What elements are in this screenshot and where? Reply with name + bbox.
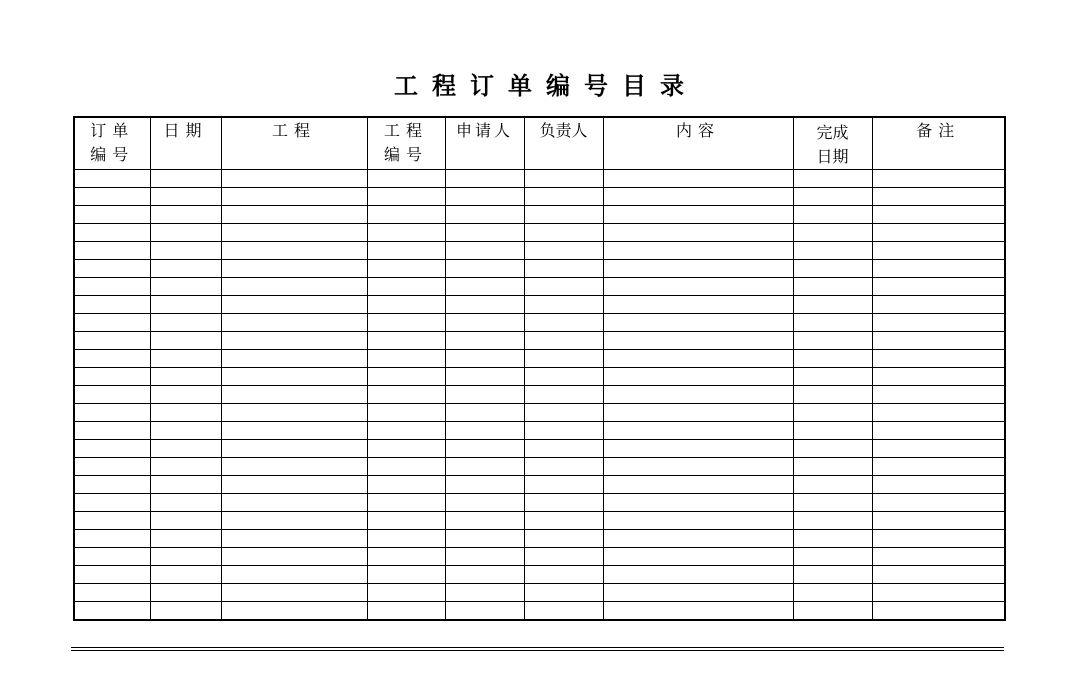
table-cell[interactable]: [367, 494, 445, 512]
table-cell[interactable]: [603, 296, 793, 314]
table-row: [74, 494, 1005, 512]
table-cell[interactable]: [445, 512, 524, 530]
table-cell[interactable]: [150, 296, 221, 314]
table-cell[interactable]: [74, 566, 150, 584]
header-project: [221, 117, 367, 170]
header-order-number-line2: 编号: [90, 145, 135, 164]
table-cell[interactable]: [74, 332, 150, 350]
table-cell[interactable]: [367, 206, 445, 224]
table-cell[interactable]: [74, 548, 150, 566]
table-cell[interactable]: [793, 278, 872, 296]
table-cell[interactable]: [445, 440, 524, 458]
table-cell[interactable]: [74, 530, 150, 548]
table-cell[interactable]: [221, 404, 367, 422]
table-cell[interactable]: [524, 386, 603, 404]
table-cell[interactable]: [74, 260, 150, 278]
table-cell[interactable]: [603, 278, 793, 296]
table-row: [74, 206, 1005, 224]
table-row: [74, 188, 1005, 206]
table-cell[interactable]: [150, 404, 221, 422]
table-cell[interactable]: [872, 350, 1005, 368]
table-row: [74, 242, 1005, 260]
table-cell[interactable]: [524, 332, 603, 350]
table-cell[interactable]: [367, 440, 445, 458]
table-cell[interactable]: [445, 224, 524, 242]
table-cell[interactable]: [793, 188, 872, 206]
table-cell[interactable]: [150, 530, 221, 548]
table-cell[interactable]: [150, 188, 221, 206]
table-cell[interactable]: [367, 458, 445, 476]
table-cell[interactable]: [367, 332, 445, 350]
table-cell[interactable]: [445, 584, 524, 602]
table-cell[interactable]: [445, 296, 524, 314]
table-row: [74, 512, 1005, 530]
header-content: [603, 117, 793, 170]
page-title: 工程订单编号目录: [394, 72, 698, 100]
table-cell[interactable]: [524, 476, 603, 494]
table-cell[interactable]: [793, 512, 872, 530]
table-cell[interactable]: [74, 404, 150, 422]
table-cell[interactable]: [872, 224, 1005, 242]
table-cell[interactable]: [221, 584, 367, 602]
table-cell[interactable]: [872, 368, 1005, 386]
table-cell[interactable]: [445, 566, 524, 584]
table-cell[interactable]: [872, 296, 1005, 314]
table-cell[interactable]: [524, 224, 603, 242]
header-project-label: 工程: [271, 121, 316, 140]
table-cell[interactable]: [603, 548, 793, 566]
table-row: [74, 548, 1005, 566]
table-cell[interactable]: [74, 206, 150, 224]
table-cell[interactable]: [445, 314, 524, 332]
table-cell[interactable]: [74, 458, 150, 476]
table-cell[interactable]: [872, 314, 1005, 332]
table-cell[interactable]: [524, 368, 603, 386]
table-cell[interactable]: [221, 494, 367, 512]
table-cell[interactable]: [221, 386, 367, 404]
table-cell[interactable]: [872, 404, 1005, 422]
table-cell[interactable]: [221, 440, 367, 458]
table-cell[interactable]: [603, 476, 793, 494]
header-person-in-charge-label: 负责人: [539, 121, 588, 140]
table-cell[interactable]: [445, 494, 524, 512]
table-cell[interactable]: [221, 368, 367, 386]
table-cell[interactable]: [221, 602, 367, 621]
table-cell[interactable]: [367, 296, 445, 314]
table-cell[interactable]: [367, 404, 445, 422]
table-cell[interactable]: [603, 422, 793, 440]
table-cell[interactable]: [74, 242, 150, 260]
table-cell[interactable]: [221, 530, 367, 548]
table-cell[interactable]: [150, 242, 221, 260]
table-cell[interactable]: [150, 566, 221, 584]
table-cell[interactable]: [221, 566, 367, 584]
table-cell[interactable]: [603, 368, 793, 386]
table-cell[interactable]: [603, 224, 793, 242]
table-cell[interactable]: [872, 278, 1005, 296]
table-cell[interactable]: [74, 314, 150, 332]
table-cell[interactable]: [524, 206, 603, 224]
table-cell[interactable]: [793, 368, 872, 386]
table-body: [74, 170, 1005, 621]
table-cell[interactable]: [367, 584, 445, 602]
table-cell[interactable]: [793, 224, 872, 242]
table-cell[interactable]: [872, 458, 1005, 476]
table-cell[interactable]: [445, 548, 524, 566]
table-cell[interactable]: [74, 494, 150, 512]
table-cell[interactable]: [74, 278, 150, 296]
table-cell[interactable]: [367, 386, 445, 404]
table-cell[interactable]: [150, 350, 221, 368]
table-cell[interactable]: [445, 350, 524, 368]
table-cell[interactable]: [524, 440, 603, 458]
table-cell[interactable]: [603, 242, 793, 260]
table-cell[interactable]: [367, 512, 445, 530]
table-cell[interactable]: [872, 494, 1005, 512]
table-cell[interactable]: [221, 206, 367, 224]
table-cell[interactable]: [150, 332, 221, 350]
table-cell[interactable]: [367, 368, 445, 386]
table-cell[interactable]: [445, 260, 524, 278]
table-cell[interactable]: [150, 584, 221, 602]
table-cell[interactable]: [445, 170, 524, 188]
table-cell[interactable]: [221, 548, 367, 566]
table-row: [74, 476, 1005, 494]
table-cell[interactable]: [221, 296, 367, 314]
table-cell[interactable]: [367, 548, 445, 566]
table-cell[interactable]: [150, 386, 221, 404]
table-cell[interactable]: [367, 260, 445, 278]
table-cell[interactable]: [367, 602, 445, 621]
table-cell[interactable]: [445, 476, 524, 494]
table-cell[interactable]: [793, 494, 872, 512]
table-row: [74, 530, 1005, 548]
table-row: [74, 170, 1005, 188]
table-row: [74, 602, 1005, 621]
table-cell[interactable]: [524, 422, 603, 440]
table-cell[interactable]: [367, 530, 445, 548]
table-cell[interactable]: [793, 242, 872, 260]
table-cell[interactable]: [524, 296, 603, 314]
table-cell[interactable]: [524, 530, 603, 548]
table-cell[interactable]: [74, 476, 150, 494]
table-cell[interactable]: [150, 440, 221, 458]
order-number-table: [73, 116, 1006, 621]
table-cell[interactable]: [603, 602, 793, 621]
table-cell[interactable]: [74, 368, 150, 386]
table-cell[interactable]: [793, 440, 872, 458]
table-cell[interactable]: [150, 512, 221, 530]
table-cell[interactable]: [524, 404, 603, 422]
table-cell[interactable]: [872, 386, 1005, 404]
table-cell[interactable]: [524, 242, 603, 260]
header-row: [74, 117, 1005, 170]
table-cell[interactable]: [445, 206, 524, 224]
table-cell[interactable]: [367, 278, 445, 296]
table-cell[interactable]: [150, 368, 221, 386]
table-row: [74, 332, 1005, 350]
table-cell[interactable]: [221, 350, 367, 368]
header-date-label: 日期: [163, 121, 208, 140]
table-cell[interactable]: [150, 494, 221, 512]
header-completion-date: [793, 117, 872, 170]
table-cell[interactable]: [221, 422, 367, 440]
table-cell[interactable]: [367, 188, 445, 206]
table-cell[interactable]: [524, 170, 603, 188]
table-row: [74, 440, 1005, 458]
table-row: [74, 314, 1005, 332]
table-cell[interactable]: [367, 566, 445, 584]
table-cell[interactable]: [524, 584, 603, 602]
table-cell[interactable]: [793, 458, 872, 476]
table-cell[interactable]: [603, 494, 793, 512]
table-cell[interactable]: [221, 512, 367, 530]
table-cell[interactable]: [603, 512, 793, 530]
table-cell[interactable]: [150, 224, 221, 242]
table-cell[interactable]: [445, 602, 524, 621]
table-cell[interactable]: [74, 512, 150, 530]
table-row: [74, 296, 1005, 314]
table-cell[interactable]: [221, 260, 367, 278]
footer-rule-top: [71, 647, 1004, 648]
table-cell[interactable]: [524, 602, 603, 621]
table-cell[interactable]: [367, 350, 445, 368]
table-cell[interactable]: [221, 458, 367, 476]
table-cell[interactable]: [445, 242, 524, 260]
header-project-number: [367, 117, 445, 170]
table-cell[interactable]: [367, 170, 445, 188]
header-applicant-label: 申请人: [455, 121, 513, 140]
table-row: [74, 422, 1005, 440]
table-cell[interactable]: [872, 188, 1005, 206]
table-cell[interactable]: [367, 242, 445, 260]
table-cell[interactable]: [603, 188, 793, 206]
table-cell[interactable]: [367, 476, 445, 494]
table-cell[interactable]: [74, 602, 150, 621]
header-project-number-line2: 编号: [383, 145, 428, 164]
table-cell[interactable]: [150, 260, 221, 278]
table-row: [74, 260, 1005, 278]
header-content-label: 内容: [675, 121, 720, 140]
table-cell[interactable]: [793, 206, 872, 224]
table-cell[interactable]: [872, 332, 1005, 350]
table-cell[interactable]: [524, 350, 603, 368]
table-cell[interactable]: [793, 530, 872, 548]
table-cell[interactable]: [74, 584, 150, 602]
table-cell[interactable]: [872, 548, 1005, 566]
table-cell[interactable]: [445, 458, 524, 476]
header-date: [150, 117, 221, 170]
table-cell[interactable]: [603, 386, 793, 404]
table-cell[interactable]: [74, 224, 150, 242]
table-cell[interactable]: [221, 314, 367, 332]
table-cell[interactable]: [150, 170, 221, 188]
table-cell[interactable]: [872, 602, 1005, 621]
table-cell[interactable]: [221, 278, 367, 296]
table-cell[interactable]: [603, 314, 793, 332]
table-cell[interactable]: [793, 332, 872, 350]
table-cell[interactable]: [793, 476, 872, 494]
table-cell[interactable]: [524, 494, 603, 512]
table-cell[interactable]: [793, 296, 872, 314]
table-cell[interactable]: [445, 332, 524, 350]
table-row: [74, 386, 1005, 404]
table-cell[interactable]: [793, 584, 872, 602]
table-row: [74, 350, 1005, 368]
table-cell[interactable]: [524, 278, 603, 296]
table-cell[interactable]: [872, 530, 1005, 548]
table-cell[interactable]: [603, 206, 793, 224]
table-cell[interactable]: [603, 566, 793, 584]
table-cell[interactable]: [603, 332, 793, 350]
header-person-in-charge: [524, 117, 603, 170]
header-project-number-line1: 工程: [383, 121, 428, 140]
table-row: [74, 566, 1005, 584]
table-cell[interactable]: [74, 170, 150, 188]
table-row: [74, 404, 1005, 422]
table-cell[interactable]: [793, 422, 872, 440]
table-cell[interactable]: [793, 386, 872, 404]
table-cell[interactable]: [445, 386, 524, 404]
header-applicant: [445, 117, 524, 170]
table-cell[interactable]: [367, 422, 445, 440]
table-cell[interactable]: [872, 476, 1005, 494]
header-completion-date-line1: 完成: [816, 123, 849, 142]
table-cell[interactable]: [872, 566, 1005, 584]
table-cell[interactable]: [221, 332, 367, 350]
table-cell[interactable]: [793, 260, 872, 278]
table-cell[interactable]: [524, 548, 603, 566]
table-cell[interactable]: [793, 404, 872, 422]
table-row: [74, 224, 1005, 242]
table-cell[interactable]: [872, 422, 1005, 440]
table-cell[interactable]: [150, 548, 221, 566]
table-cell[interactable]: [793, 314, 872, 332]
table-cell[interactable]: [603, 170, 793, 188]
table-cell[interactable]: [872, 584, 1005, 602]
table-cell[interactable]: [524, 260, 603, 278]
table-cell[interactable]: [150, 458, 221, 476]
header-remarks: [872, 117, 1005, 170]
table-cell[interactable]: [150, 206, 221, 224]
header-order-number: [74, 117, 150, 170]
table-cell[interactable]: [150, 602, 221, 621]
table-cell[interactable]: [221, 170, 367, 188]
table-cell[interactable]: [74, 296, 150, 314]
table-cell[interactable]: [150, 476, 221, 494]
table-cell[interactable]: [221, 224, 367, 242]
header-order-number-line1: 订单: [90, 121, 135, 140]
table-cell[interactable]: [793, 602, 872, 621]
table-cell[interactable]: [367, 224, 445, 242]
table-cell[interactable]: [603, 530, 793, 548]
table-cell[interactable]: [221, 242, 367, 260]
table-cell[interactable]: [603, 350, 793, 368]
table-cell[interactable]: [872, 206, 1005, 224]
table-cell[interactable]: [74, 422, 150, 440]
table-cell[interactable]: [603, 584, 793, 602]
table-cell[interactable]: [793, 350, 872, 368]
table-cell[interactable]: [524, 512, 603, 530]
table-cell[interactable]: [872, 512, 1005, 530]
table-cell[interactable]: [524, 458, 603, 476]
table-cell[interactable]: [603, 458, 793, 476]
table-row: [74, 584, 1005, 602]
footer-rule-bottom: [71, 650, 1004, 651]
table-cell[interactable]: [793, 566, 872, 584]
table-row: [74, 368, 1005, 386]
table-cell[interactable]: [445, 422, 524, 440]
table-cell[interactable]: [150, 422, 221, 440]
header-remarks-label: 备注: [916, 121, 961, 140]
table-cell[interactable]: [221, 476, 367, 494]
table-cell[interactable]: [872, 440, 1005, 458]
table-cell[interactable]: [603, 404, 793, 422]
table-cell[interactable]: [793, 170, 872, 188]
table-cell[interactable]: [445, 278, 524, 296]
table-cell[interactable]: [872, 170, 1005, 188]
table-cell[interactable]: [524, 566, 603, 584]
table-cell[interactable]: [524, 188, 603, 206]
table-cell[interactable]: [793, 548, 872, 566]
header-completion-date-line2: 日期: [816, 147, 849, 166]
table-cell[interactable]: [74, 350, 150, 368]
table-cell[interactable]: [603, 440, 793, 458]
table-cell[interactable]: [74, 440, 150, 458]
table-cell[interactable]: [872, 260, 1005, 278]
table-cell[interactable]: [445, 404, 524, 422]
table-row: [74, 278, 1005, 296]
table-cell[interactable]: [221, 188, 367, 206]
table-cell[interactable]: [603, 260, 793, 278]
table-cell[interactable]: [445, 530, 524, 548]
table-row: [74, 458, 1005, 476]
table-cell[interactable]: [367, 314, 445, 332]
table-cell[interactable]: [150, 314, 221, 332]
table-cell[interactable]: [150, 278, 221, 296]
table-cell[interactable]: [445, 188, 524, 206]
table-cell[interactable]: [445, 368, 524, 386]
table-cell[interactable]: [872, 242, 1005, 260]
table-cell[interactable]: [74, 188, 150, 206]
table-cell[interactable]: [524, 314, 603, 332]
table-cell[interactable]: [74, 386, 150, 404]
